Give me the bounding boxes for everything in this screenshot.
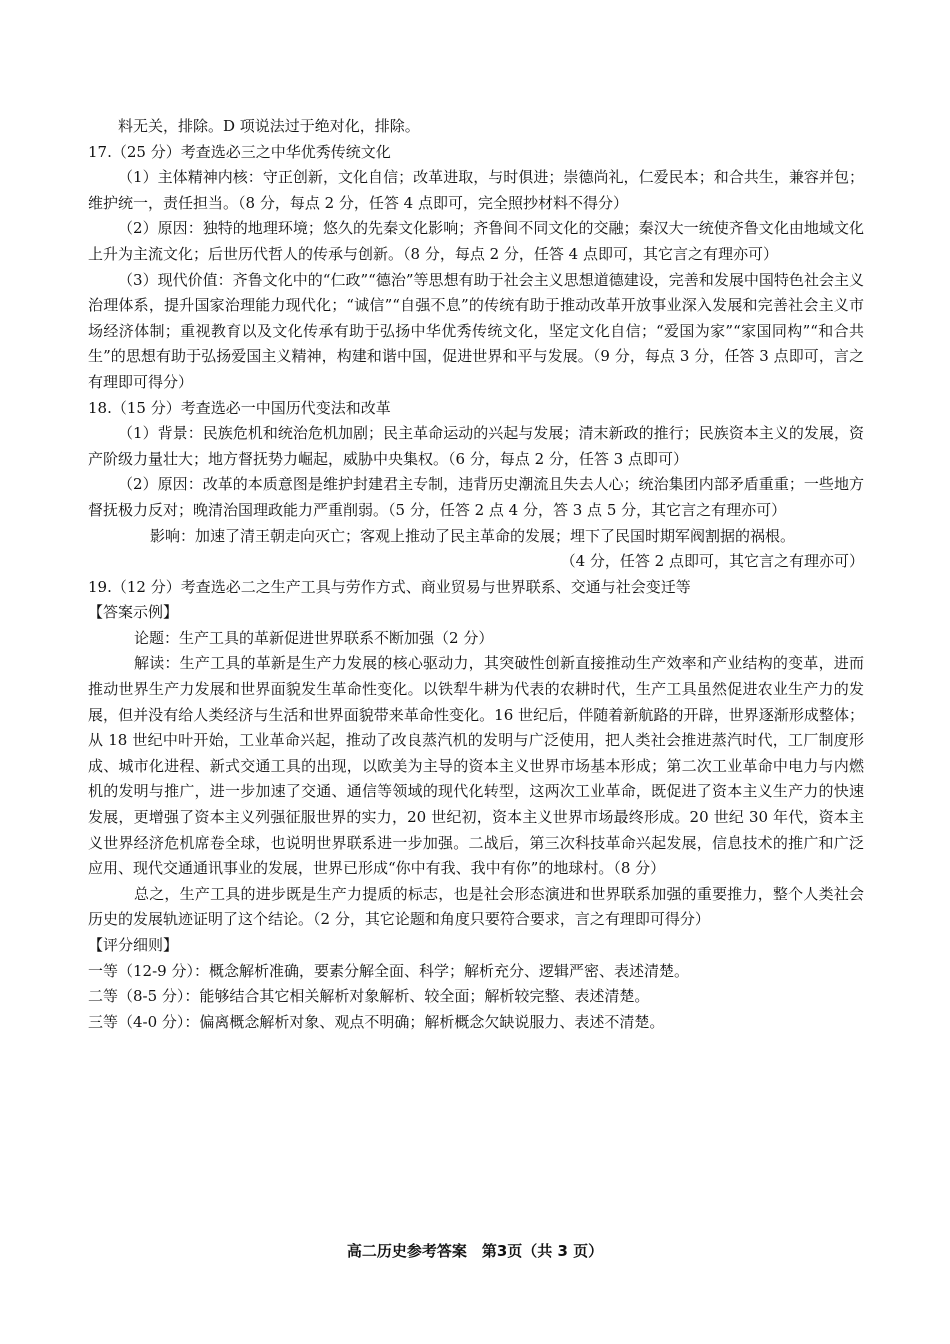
question-19-heading: 19.（12 分）考查选必二之生产工具与劳作方式、商业贸易与世界联系、交通与社会变迁等 [88,577,691,596]
grade-3-rule: 三等（4-0 分）：偏离概念解析对象、观点不明确；解析概念欠缺说服力、表述不清楚。 [88,1012,665,1031]
q19-thesis: 论题：生产工具的革新促进世界联系不断加强（2 分） [134,628,494,647]
q18-part1-answer: （1）背景：民族危机和统治危机加剧；民主革命运动的兴起与发展；清末新政的推行；民族资本主义的发展，资产阶级力量壮大；地方督抚势力崛起，威胁中央集权。（6 分，每点 2 分，任答 3 点即可） [88,424,864,468]
q18-impact: 影响：加速了清王朝走向灭亡；客观上推动了民主革命的发展；埋下了民国时期军阀割据的祸根。 [150,526,796,545]
grade-1-rule: 一等（12-9 分）：概念解析准确，要素分解全面、科学；解析充分、逻辑严密、表述清楚。 [88,961,689,980]
question-18-heading: 18.（15 分）考查选必一中国历代变法和改革 [88,398,391,417]
answer-example-heading: 【答案示例】 [88,603,179,622]
text-line-continuation: 料无关，排除。D 项说法过于绝对化，排除。 [118,117,420,135]
q18-part2-answer: （2）原因：改革的本质意图是维护封建君主专制，违背历史潮流且失去人心；统治集团内部矛盾重重；一些地方督抚极力反对；晚清治国理政能力严重削弱。（5 分，任答 2 点 4 分，答 3 点 5 分，其它言之有理亦可） [88,475,864,519]
q19-explanation: 解读：生产工具的革新是生产力发展的核心驱动力，其突破性创新直接推动生产效率和产业结构的变革，进而推动世界生产力发展和世界面貌发生革命性变化。以铁犁牛耕为代表的农耕时代，生产工具虽然促进农业生产力的发展，但并没有给人类经济与生活和世界面貌带来革命性变化。16 世纪后，伴随着新航路的开辟，世界逐渐形成整体；从 18 世纪中叶开始，工业革命兴起，推动了改良蒸汽机的发明与广泛使用，把人类社会推进蒸汽时代，工厂制度形成、城市化进程、新式交通工具的出现，以欧美为主导的资本主义世界市场基本形成；第二次工业革命中电力与内燃机的发明与推广，进一步加速了交通、通信等领域的现代化转型，这两次工业革命，既促进了资本主义生产力的快速发展，更增强了资本主义列强征服世界的实力，20 世纪初，资本主义世界市场最终形成。20 世纪 30 年代，资本主义世界经济危机席卷全球，也说明世界联系进一步加强。二战后，第三次科技革命兴起发展，信息技术的推广和广泛应用、现代交通通讯事业的发展，世界已形成“你中有我、我中有你”的地球村。（8 分） [88,654,864,878]
page-footer: 高二历史参考答案 第3页（共 3 页） [346,1242,604,1260]
grade-2-rule: 二等（8-5 分）：能够结合其它相关解析对象解析、较全面；解析较完整、表述清楚。 [88,987,650,1006]
answer-content [88,114,864,1035]
question-17-heading: 17.（25 分）考查选必三之中华优秀传统文化 [88,142,391,161]
q19-conclusion: 总之，生产工具的进步既是生产力提质的标志，也是社会形态演进和世界联系加强的重要推力，整个人类社会历史的发展轨迹证明了这个结论。（2 分，其它论题和角度只要符合要求，言之有理即可得分） [88,884,864,929]
scoring-rules-heading: 【评分细则】 [88,936,179,954]
q18-impact-score: （4 分，任答 2 点即可，其它言之有理亦可） [560,552,864,571]
q17-part1-answer: （1）主体精神内核：守正创新，文化自信；改革进取，与时俱进；崇德尚礼，仁爱民本；和合共生，兼容并包；维护统一，责任担当。（8 分，每点 2 分，任答 4 点即可，完全照抄材料不得分） [88,168,864,212]
q17-part3-answer: （3）现代价值：齐鲁文化中的“仁政”“德治”等思想有助于社会主义思想道德建设，完善和发展中国特色社会主义治理体系，提升国家治理能力现代化；“诚信”“自强不息”的传统有助于推动改革开放事业深入发展和完善社会主义市场经济体制；重视教育以及文化传承有助于弘扬中华优秀传统文化，坚定文化自信；“爱国为家”“家国同构”“和合共生”的思想有助于弘扬爱国主义精神，构建和谐中国，促进世界和平与发展。（9 分，每点 3 分，任答 3 点即可，言之有理即可得分） [88,270,864,391]
q17-part2-answer: （2）原因：独特的地理环境；悠久的先秦文化影响；齐鲁间不同文化的交融；秦汉大一统使齐鲁文化由地域文化上升为主流文化；后世历代哲人的传承与创新。（8 分，每点 2 分，任答 4 点即可，其它言之有理亦可） [88,219,864,263]
